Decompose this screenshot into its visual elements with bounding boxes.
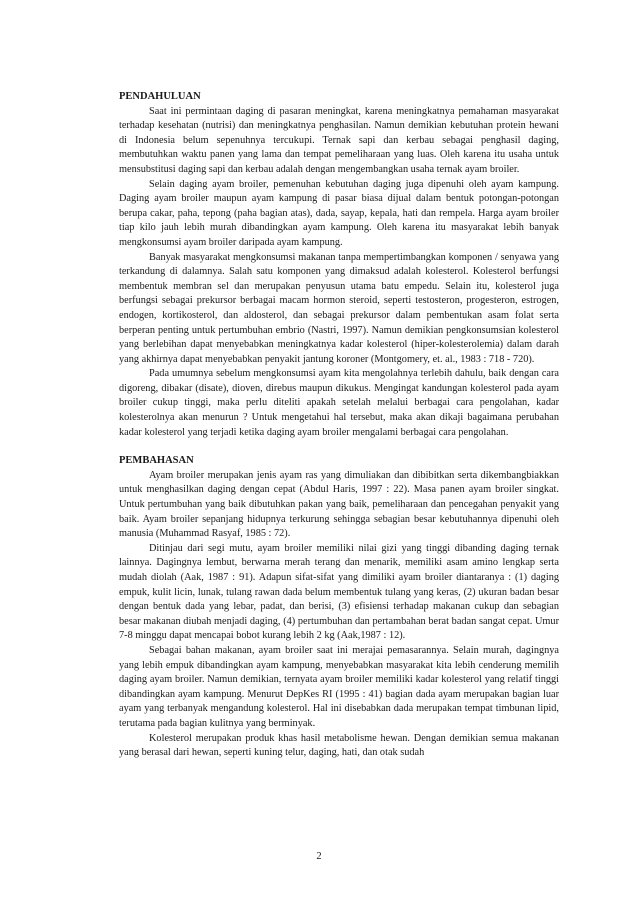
page-content: [119, 90, 559, 761]
paragraph: Kolesterol merupakan produk khas hasil metabolisme hewan. Dengan demikian semua makanan yang berasal dari hewan, seperti kuning telur, daging, hati, dan otak sudah: [119, 732, 559, 759]
paragraph: Sebagai bahan makanan, ayam broiler saat ini merajai pemasarannya. Selain murah, dagingnya yang lebih empuk dibandingkan ayam kampung, menyebabkan masyarakat kita lebih cenderung memilih daging ayam broiler. Namun demikian, ternyata ayam broiler memiliki kadar kolesterol yang relatif tinggi dibandingkan ayam kampung. Menurut DepKes RI (1995 : 41) bagian dada ayam merupakan bagian luar ayam yang terbanyak mengandung kolesterol. Hal ini disebabkan dada merupakan tempat timbunan lipid, terutama pada bagian kulitnya yang berminyak.: [119, 644, 559, 729]
section-heading: PEMBAHASAN: [119, 455, 194, 467]
section-pembahasan: [119, 454, 559, 760]
paragraph: Banyak masyarakat mengkonsumsi makanan tanpa mempertimbangkan komponen / senyawa yang terkandung di dalamnya. Salah satu komponen yang dimaksud adalah kolesterol. Kolesterol berfungsi membentuk membran sel dan merupakan penyusun utama batu empedu. Selain itu, kolesterol juga berfungsi sebagai prekursor berbagai macam hormon steroid, seperti testosteron, progesteron, estrogen, endogen, kortikosterol, dan aldosterol, dan sebagai prekursor dalam pembentukan asam folat serta berperan penting untuk pertumbuhan embrio (Nastri, 1997). Namun demikian pengkonsumsian kolesterol yang berlebihan dapat menyebabkan meningkatnya kadar kolesterol (hiper-kolesterolemia) dalam darah yang akhirnya dapat menyebabkan penyakit jantung koroner (Montgomery, et. al., 1983 : 718 - 720).: [119, 251, 559, 365]
paragraph: Pada umumnya sebelum mengkonsumsi ayam kita mengolahnya terlebih dahulu, baik dengan cara digoreng, dibakar (disate), dioven, direbus maupun dikukus. Mengingat kandungan kolesterol pada ayam broiler cukup tinggi, maka perlu diteliti apakah setelah melalui berbagai cara pengolahan, kadar kolesterolnya akan menurun ? Untuk mengetahui hal tersebut, maka akan dikaji bagaimana perubahan kadar kolesterol yang terjadi ketika daging ayam broiler mengalami berbagai cara pengolahan.: [119, 368, 559, 438]
page-number: 2: [316, 851, 322, 862]
paragraph: Selain daging ayam broiler, pemenuhan kebutuhan daging juga dipenuhi oleh ayam kampung. Daging ayam broiler maupun ayam kampung di pasar biasa dijual dalam bentuk potongan-potongan berupa cakar, paha, tepong (paha bagian atas), dada, sayap, kepala, hati dan rempela. Harga ayam broiler tiap kilo jauh lebih murah dibandingkan ayam kampung. Oleh karena itu masyarakat lebih banyak mengkonsumsi ayam broiler daripada ayam kampung.: [119, 178, 559, 248]
section-heading: PENDAHULUAN: [119, 91, 201, 102]
section-pendahuluan: [119, 90, 559, 440]
paragraph: Saat ini permintaan daging di pasaran meningkat, karena meningkatnya pemahaman masyarakat terhadap kesehatan (nutrisi) dan meningkatnya penghasilan. Namun demikian kebutuhan protein hewani di Indonesia belum sepenuhnya tercukupi. Ternak sapi dan kerbau sebagai penghasil daging, membutuhkan waktu panen yang lama dan tempat pemeliharaan yang luas. Oleh karena itu usaha untuk mensubstitusi daging sapi dan kerbau adalah dengan mengembangkan usaha ternak ayam broiler.: [119, 105, 559, 175]
paragraph: Ayam broiler merupakan jenis ayam ras yang dimuliakan dan dibibitkan serta dikembangbiakkan untuk menghasilkan daging dengan cepat (Abdul Haris, 1997 : 22). Masa panen ayam broiler singkat. Untuk pertumbuhan yang baik dibutuhkan pakan yang baik, pemeliharaan dan pencegahan penyakit yang baik. Ayam broiler sepanjang hidupnya terkurung sehingga sebagian besar kebutuhannya dipenuhi oleh manusia (Muhammad Rasyaf, 1985 : 72).: [119, 469, 559, 540]
paragraph: Ditinjau dari segi mutu, ayam broiler memiliki nilai gizi yang tinggi dibanding daging ternak lainnya. Dagingnya lembut, berwarna merah terang dan menarik, memiliki asam amino lengkap serta mudah diolah (Aak, 1987 : 91). Adapun sifat-sifat yang dimiliki ayam broiler diantaranya : (1) daging empuk, kulit licin, lunak, tulang rawan dada belum membentuk tulang yang keras, (2) ukuran badan besar dengan bentuk dada yang lebar, padat, dan berisi, (3) efisiensi terhadap makanan cukup dan sebagian besar makanan diubah menjadi daging, (4) pertumbuhan dan pertambahan berat badan sangat cepat. Umur 7-8 minggu dapat mencapai bobot kurang lebih 2 kg (Aak,1987 : 12).: [119, 542, 559, 642]
